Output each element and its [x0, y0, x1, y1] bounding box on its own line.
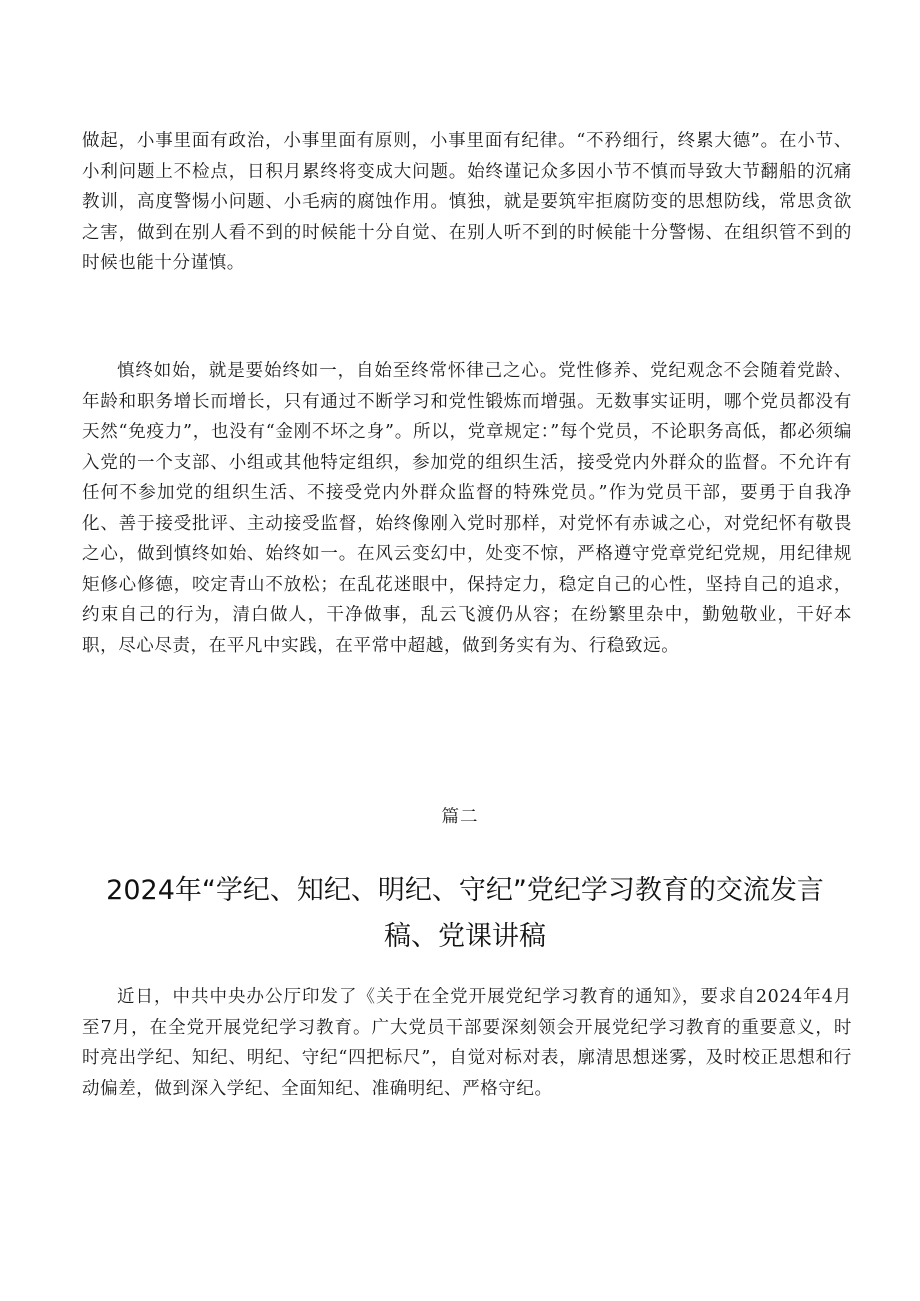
body-paragraph-3: 近日，中共中央办公厅印发了《关于在全党开展党纪学习教育的通知》，要求自2024年4月至7月，在全党开展党纪学习教育。广大党员干部要深刻领会开展党纪学习教育的重要意义，时时亮出学纪、知纪、明纪、守纪“四把标尺”，自觉对标对表，廓清思想迷雾，及时校正思想和行动偏差，做到深入学纪、全面知纪、准确明纪、严格守纪。	[82, 987, 852, 1099]
body-paragraph-2: 慎终如始，就是要始终如一，自始至终常怀律己之心。党性修养、党纪观念不会随着党龄、年龄和职务增长而增长，只有通过不断学习和党性锻炼而增强。无数事实证明，哪个党员都没有天然“免疫力”，也没有“金刚不坏之身”。所以，党章规定：”每个党员，不论职务高低，都必须编入党的一个支部、小组或其他特定组织，参加党的组织生活，接受党内外群众的监督。不允许有任何不参加党的组织生活、不接受党内外群众监督的特殊党员。”作为党员干部，要勇于自我净化、善于接受批评、主动接受监督，始终像刚入党时那样，对党怀有赤诚之心，对党纪怀有敬畏之心，做到慎终如始、始终如一。在风云变幻中，处变不惊，严格遵守党章党纪党规，用纪律规矩修心修德，咬定青山不放松；在乱花迷眼中，保持定力，稳定自己的心性，坚持自己的追求，约束自己的行为，清白做人，干净做事，乱云飞渡仍从容；在纷繁里杂中，勤勉敬业，干好本职，尽心尽责，在平凡中实践，在平常中超越，做到务实有为、行稳致远。	[82, 361, 852, 656]
body-paragraph-1: 做起，小事里面有政治，小事里面有原则，小事里面有纪律。“不矜细行，终累大德”。在小节、小利问题上不检点，日积月累终将变成大问题。始终谨记众多因小节不慎而导致大节翻船的沉痛教训，高度警惕小问题、小毛病的腐蚀作用。慎独，就是要筑牢拒腐防变的思想防线，常思贪欲之害，做到在别人看不到的时候能十分自觉、在别人听不到的时候能十分警惕、在组织管不到的时候也能十分谨慎。	[82, 131, 852, 273]
section-title: 2024年“学纪、知纪、明纪、守纪”党纪学习教育的交流发言稿、党课讲稿	[106, 875, 824, 952]
section-label: 篇二	[441, 807, 479, 827]
